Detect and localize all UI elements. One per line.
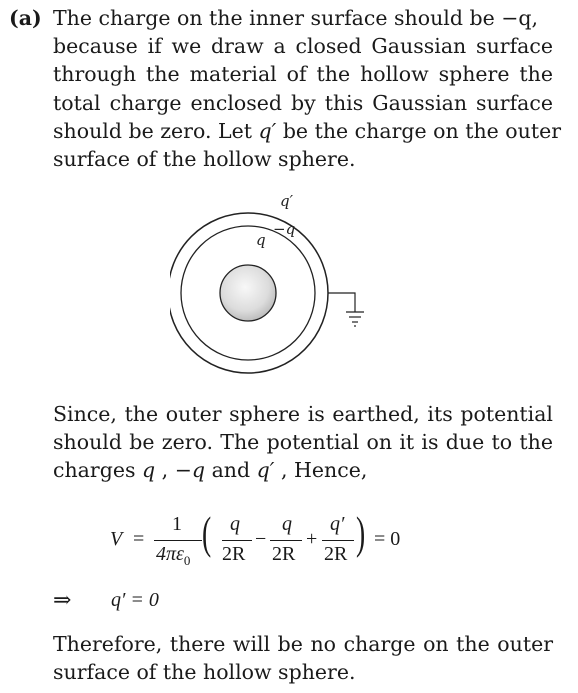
coef-denominator: $4\pi\varepsilon_0$ — [156, 543, 191, 568]
label-minus-q: −q — [273, 220, 296, 238]
eq-equals-zero: = 0 — [374, 528, 401, 550]
conclusion-line-2: surface of the hollow sphere. — [53, 660, 356, 685]
coef-fraction-bar — [154, 540, 202, 541]
earthed-line-1: Since, the outer sphere is earthed, its potential — [53, 402, 553, 426]
intro-line-2: because if we draw a closed Gaussian surface — [53, 34, 553, 59]
part-label: (a) — [9, 6, 42, 30]
earthed-line-3: charges q , −q and q′ , Hence, — [53, 458, 368, 483]
intro-line-1: The charge on the inner surface should be −q, — [53, 6, 539, 30]
intro-line-5: should be zero. Let q′ be the charge on the outer — [53, 118, 562, 143]
earth-wire — [328, 293, 355, 312]
ground-icon — [346, 312, 364, 326]
left-paren: ( — [202, 507, 212, 558]
term1-denominator: 2R — [222, 543, 246, 565]
eq-equals: = — [133, 528, 145, 550]
inner-sphere — [220, 265, 276, 321]
result-q-prime-zero: q′ = 0 — [111, 589, 159, 611]
term3-numerator: q′ — [330, 513, 345, 535]
paragraph-conclusion — [53, 630, 553, 686]
intro-line-3: through the material of the hollow sphere the — [53, 62, 553, 87]
hollow-sphere-figure — [170, 190, 400, 390]
label-q: q — [256, 231, 266, 249]
term3-denominator: 2R — [324, 543, 348, 565]
term2-numerator: q — [282, 513, 292, 535]
coef-numerator: 1 — [172, 513, 182, 535]
right-paren: ) — [356, 507, 366, 558]
term1-fraction-bar — [222, 540, 252, 541]
intro-line-4: total charge enclosed by this Gaussian surface — [53, 90, 553, 115]
label-q-prime: q′ — [280, 192, 294, 210]
term2-fraction-bar — [270, 540, 302, 541]
conclusion-line-1: Therefore, there will be no charge on the outer — [53, 632, 553, 656]
intro-line-6: surface of the hollow sphere. — [53, 147, 356, 172]
term1-numerator: q — [230, 513, 240, 535]
term2-denominator: 2R — [272, 543, 296, 565]
paragraph-intro — [53, 4, 562, 173]
earthed-line-2: should be zero. The potential on it is due to the — [53, 430, 553, 455]
paragraph-earthed — [53, 400, 553, 485]
term3-fraction-bar — [322, 540, 354, 541]
eq-V: V — [110, 528, 123, 550]
plus-sign: + — [306, 528, 318, 550]
minus-sign: − — [255, 528, 267, 550]
implies-arrow: ⇒ — [53, 588, 72, 613]
